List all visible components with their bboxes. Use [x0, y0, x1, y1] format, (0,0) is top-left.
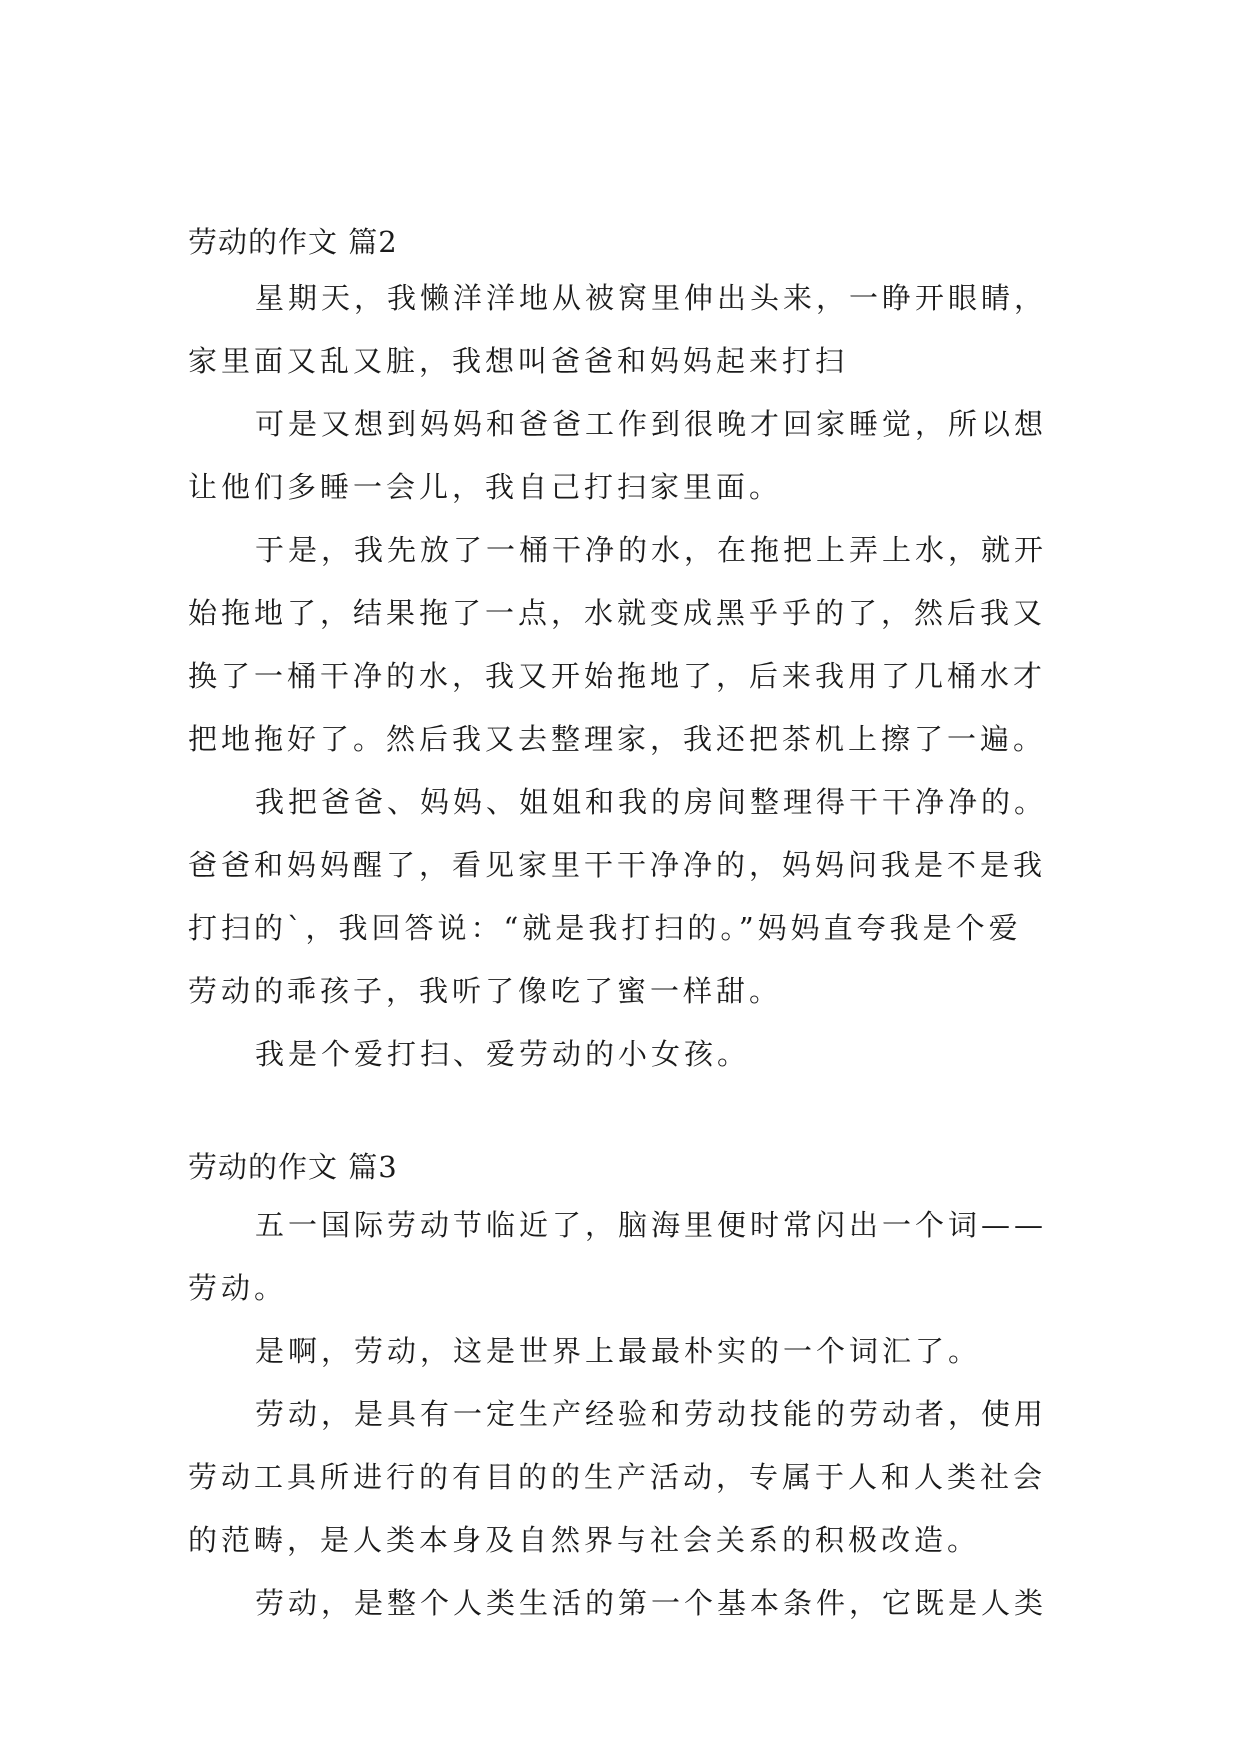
paragraph-line: 换了一桶干净的水，我又开始拖地了，后来我用了几桶水才 — [188, 659, 1047, 693]
paragraph-line: 爸爸和妈妈醒了，看见家里干干净净的，妈妈问我是不是我 — [188, 848, 1047, 882]
paragraph-line: 始拖地了，结果拖了一点，水就变成黑乎乎的了，然后我又 — [188, 596, 1047, 630]
paragraph-line: 劳动，是具有一定生产经验和劳动技能的劳动者，使用 — [255, 1397, 1048, 1431]
section-title: 劳动的作文 篇3 — [188, 1150, 398, 1184]
paragraph-line: 家里面又乱又脏，我想叫爸爸和妈妈起来打扫 — [188, 344, 849, 378]
paragraph-line: 星期天，我懒洋洋地从被窝里伸出头来，一睁开眼睛， — [255, 281, 1048, 315]
paragraph-line: 劳动工具所进行的有目的的生产活动，专属于人和人类社会 — [188, 1460, 1047, 1494]
paragraph-line: 的范畴，是人类本身及自然界与社会关系的积极改造。 — [188, 1523, 981, 1557]
paragraph-line: 劳动。 — [188, 1271, 288, 1305]
paragraph-line: 打扫的`，我回答说：“就是我打扫的。”妈妈直夸我是个爱 — [188, 911, 1022, 945]
paragraph-line: 可是又想到妈妈和爸爸工作到很晚才回家睡觉，所以想 — [255, 407, 1048, 441]
paragraph-line: 把地拖好了。然后我又去整理家，我还把茶机上擦了一遍。 — [188, 722, 1047, 756]
paragraph-line: 劳动，是整个人类生活的第一个基本条件，它既是人类 — [255, 1586, 1048, 1620]
paragraph-line: 于是，我先放了一桶干净的水，在拖把上弄上水，就开 — [255, 533, 1048, 567]
paragraph-line: 劳动的乖孩子，我听了像吃了蜜一样甜。 — [188, 974, 783, 1008]
paragraph-line: 我是个爱打扫、爱劳动的小女孩。 — [255, 1037, 751, 1071]
paragraph-line: 让他们多睡一会儿，我自己打扫家里面。 — [188, 470, 783, 504]
paragraph-line: 是啊，劳动，这是世界上最最朴实的一个词汇了。 — [255, 1334, 982, 1368]
section-title: 劳动的作文 篇2 — [188, 225, 398, 259]
paragraph-line: 我把爸爸、妈妈、姐姐和我的房间整理得干干净净的。 — [255, 785, 1048, 819]
paragraph-line: 五一国际劳动节临近了，脑海里便时常闪出一个词—— — [255, 1208, 1048, 1242]
